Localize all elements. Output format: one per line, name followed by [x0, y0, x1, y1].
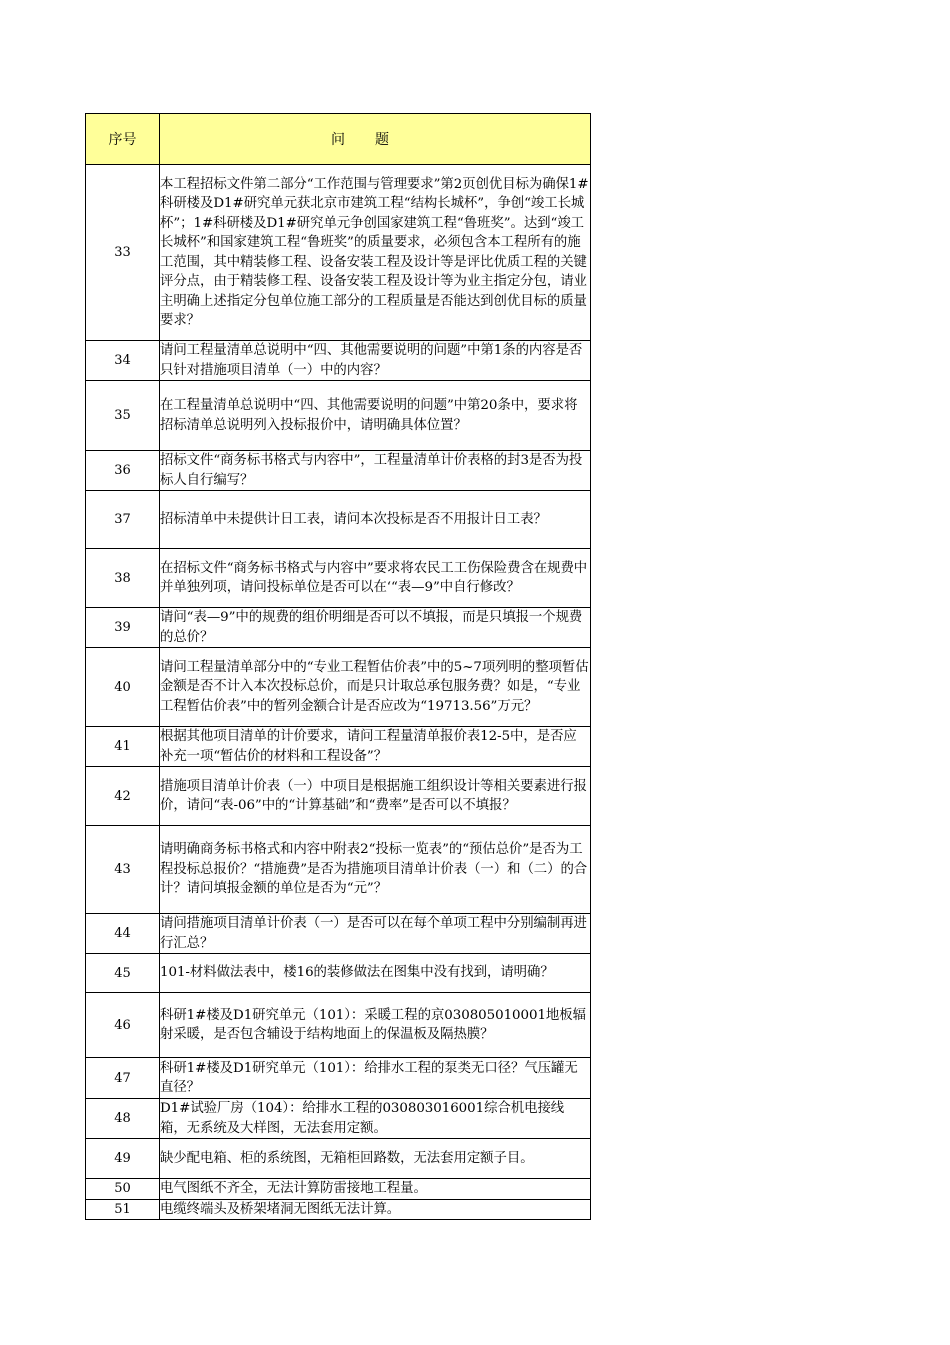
row-question: 科研1#楼及D1研究单元（101）：采暖工程的京030805010001地板辐射采暖，是否包含辅设于结构地面上的保温板及隔热膜？	[160, 993, 591, 1058]
row-number: 51	[86, 1199, 160, 1220]
table-row	[86, 1099, 591, 1139]
row-number: 43	[86, 826, 160, 914]
row-question: 请问措施项目清单计价表（一）是否可以在每个单项工程中分别编制再进行汇总？	[160, 914, 591, 954]
header-question: 问题	[160, 114, 591, 165]
table-row	[86, 165, 591, 341]
row-question: 电缆终端头及桥架堵洞无图纸无法计算。	[160, 1199, 591, 1220]
table-row	[86, 767, 591, 826]
row-question: 缺少配电箱、柜的系统图，无箱柜回路数，无法套用定额子目。	[160, 1139, 591, 1179]
table-row	[86, 914, 591, 954]
question-table	[85, 113, 591, 1220]
row-question: 根据其他项目清单的计价要求，请问工程量清单报价表12-5中，是否应补充一项“暂估价的材料和工程设备”？	[160, 727, 591, 767]
table-row	[86, 1179, 591, 1200]
row-number: 44	[86, 914, 160, 954]
row-question: 电气图纸不齐全，无法计算防雷接地工程量。	[160, 1179, 591, 1200]
row-question: 请明确商务标书格式和内容中附表2“投标一览表”的“预估总价”是否为工程投标总报价？“措施费”是否为措施项目清单计价表（一）和（二）的合计？请问填报金额的单位是否为“元”？	[160, 826, 591, 914]
table-row	[86, 954, 591, 993]
row-number: 36	[86, 451, 160, 491]
row-question: 在工程量清单总说明中“四、其他需要说明的问题”中第20条中，要求将招标清单总说明列入投标报价中，请明确具体位置？	[160, 381, 591, 451]
row-question: 本工程招标文件第二部分“工作范围与管理要求”第2页创优目标为确保1#科研楼及D1#研究单元获北京市建筑工程“结构长城杯”，争创“竣工长城杯”；1#科研楼及D1#研究单元争创国家建筑工程“鲁班奖”。达到“竣工长城杯”和国家建筑工程“鲁班奖”的质量要求，必须包含本工程所有的施工范围，其中精装修工程、设备安装工程及设计等是评比优质工程的关键评分点，由于精装修工程、设备安装工程及设计等为业主指定分包，请业主明确上述指定分包单位施工部分的工程质量是否能达到创优目标的质量要求？	[160, 165, 591, 341]
row-number: 46	[86, 993, 160, 1058]
row-number: 41	[86, 727, 160, 767]
row-number: 49	[86, 1139, 160, 1179]
row-question: 请问“表—9”中的规费的组价明细是否可以不填报，而是只填报一个规费的总价？	[160, 608, 591, 648]
row-question: 措施项目清单计价表（一）中项目是根据施工组织设计等相关要素进行报价，请问“表-06”中的“计算基础”和“费率”是否可以不填报？	[160, 767, 591, 826]
header-serial-number: 序号	[86, 114, 160, 165]
table-row	[86, 549, 591, 608]
table-row	[86, 381, 591, 451]
table-row	[86, 491, 591, 549]
row-number: 40	[86, 648, 160, 727]
table-row	[86, 727, 591, 767]
table-row	[86, 826, 591, 914]
table-row	[86, 993, 591, 1058]
row-question: 科研1#楼及D1研究单元（101）：给排水工程的泵类无口径？气压罐无直径？	[160, 1058, 591, 1099]
row-question: 101-材料做法表中，楼16的装修做法在图集中没有找到，请明确？	[160, 954, 591, 993]
row-question: 请问工程量清单总说明中“四、其他需要说明的问题”中第1条的内容是否只针对措施项目清单（一）中的内容？	[160, 341, 591, 381]
table-row	[86, 1139, 591, 1179]
table-row	[86, 341, 591, 381]
row-number: 42	[86, 767, 160, 826]
row-question: 招标清单中未提供计日工表，请问本次投标是否不用报计日工表？	[160, 491, 591, 549]
row-question: 在招标文件“商务标书格式与内容中”要求将农民工工伤保险费含在规费中并单独列项，请问投标单位是否可以在‘“表—9”中自行修改？	[160, 549, 591, 608]
row-question: 招标文件“商务标书格式与内容中”，工程量清单计价表格的封3是否为投标人自行编写？	[160, 451, 591, 491]
row-number: 39	[86, 608, 160, 648]
row-number: 33	[86, 165, 160, 341]
row-number: 38	[86, 549, 160, 608]
header-row	[86, 114, 591, 165]
row-number: 50	[86, 1179, 160, 1200]
row-number: 37	[86, 491, 160, 549]
table-row	[86, 451, 591, 491]
table-row	[86, 648, 591, 727]
row-number: 34	[86, 341, 160, 381]
table-row	[86, 1058, 591, 1099]
table-row	[86, 1199, 591, 1220]
row-number: 48	[86, 1099, 160, 1139]
row-number: 47	[86, 1058, 160, 1099]
row-number: 35	[86, 381, 160, 451]
row-question: 请问工程量清单部分中的“专业工程暂估价表”中的5~7项列明的整项暂估金额是否不计入本次投标总价，而是只计取总承包服务费？如是，“专业工程暂估价表”中的暂列金额合计是否应改为“19713.56”万元？	[160, 648, 591, 727]
row-question: D1#试验厂房（104）：给排水工程的030803016001综合机电接线箱，无系统及大样图，无法套用定额。	[160, 1099, 591, 1139]
table-row	[86, 608, 591, 648]
row-number: 45	[86, 954, 160, 993]
